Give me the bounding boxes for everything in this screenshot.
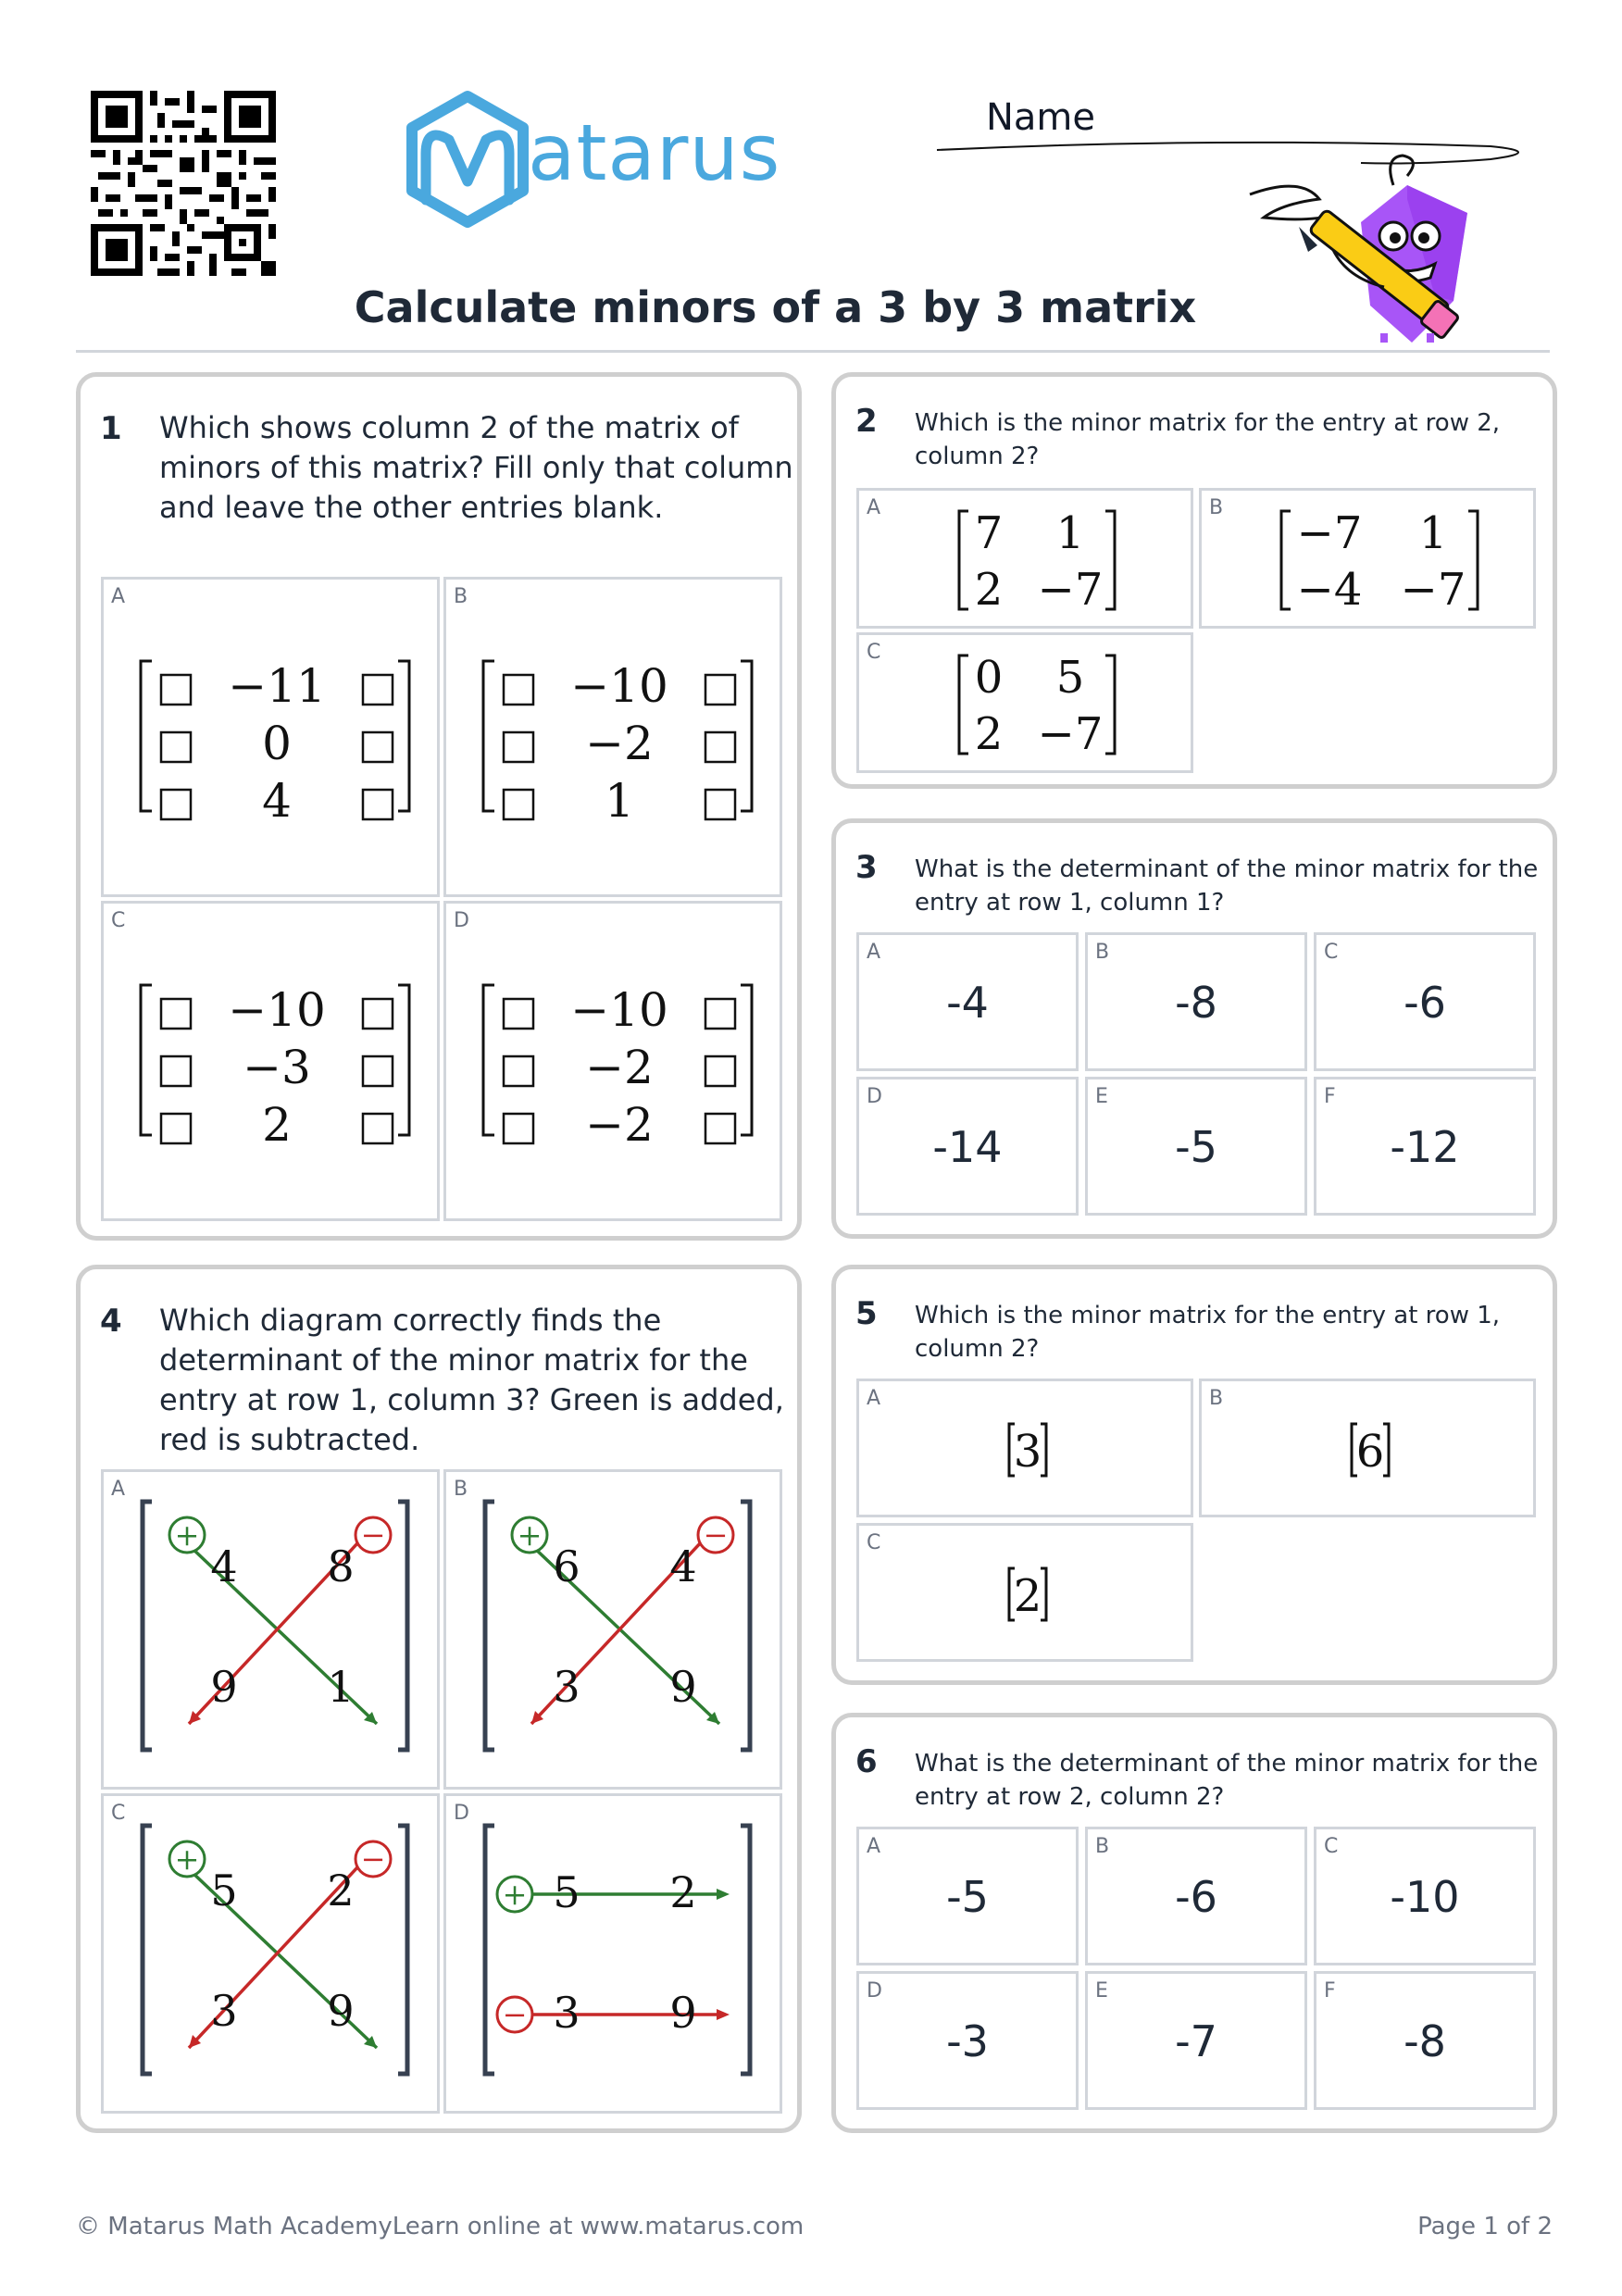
- answer-option-a[interactable]: [856, 1379, 1193, 1517]
- option-letter: A: [867, 941, 881, 964]
- matarus-logo: [398, 89, 787, 228]
- question-4-card: [76, 1265, 802, 2133]
- option-letter: C: [1324, 1835, 1339, 1858]
- question-number: 5: [855, 1295, 878, 1332]
- qr-code: [91, 91, 276, 276]
- option-letter: B: [1209, 1387, 1224, 1410]
- matrix-entry: −2: [585, 717, 654, 770]
- matrix-entry: 3: [210, 1986, 238, 2036]
- option-letter: E: [1095, 1085, 1108, 1108]
- plus-icon: +: [517, 1517, 543, 1553]
- answer-option-a[interactable]: [101, 577, 440, 897]
- answer-option-b[interactable]: [1199, 1379, 1536, 1517]
- minor-matrix: [859, 1381, 1196, 1520]
- minus-icon: −: [360, 1517, 386, 1553]
- answer-option-d[interactable]: [856, 1077, 1079, 1216]
- answer-option-b[interactable]: [443, 1469, 782, 1790]
- matrix-entry: −3: [243, 1041, 311, 1094]
- answer-option-c[interactable]: [1314, 932, 1536, 1071]
- matrix-entry: 9: [669, 1988, 697, 2038]
- option-letter: B: [1209, 496, 1224, 519]
- answer-option-a[interactable]: [856, 932, 1079, 1071]
- matrix-entry: −4: [1296, 564, 1363, 616]
- minor-matrix: [1202, 1381, 1539, 1520]
- answer-option-b[interactable]: [1085, 1827, 1307, 1965]
- matrix-entry: 9: [669, 1662, 697, 1712]
- option-letter: A: [867, 496, 881, 519]
- matrix-entry: 1: [605, 774, 634, 828]
- answer-option-d[interactable]: [856, 1971, 1079, 2110]
- answer-option-f[interactable]: [1314, 1971, 1536, 2110]
- minus-icon: −: [703, 1517, 729, 1553]
- answer-option-b[interactable]: [1199, 488, 1536, 629]
- option-value: -5: [1175, 1122, 1217, 1172]
- matrix-entry: 2: [327, 1866, 355, 1915]
- option-letter: B: [1095, 941, 1110, 964]
- option-letter: B: [454, 585, 468, 608]
- matrix-entry: −2: [585, 1041, 654, 1094]
- question-text: Which is the minor matrix for the entry at row 1, column 2?: [915, 1302, 1501, 1363]
- option-letter: A: [867, 1387, 881, 1410]
- minus-icon: −: [502, 1997, 528, 2032]
- matrix-entry: 2: [974, 708, 1004, 760]
- matrix-entry: −10: [228, 983, 326, 1037]
- option-letter: A: [111, 585, 126, 608]
- answer-option-c[interactable]: [101, 1793, 440, 2114]
- matrix-entry: 6: [1355, 1426, 1385, 1478]
- option-value: -8: [1404, 2016, 1446, 2066]
- matrix-entry: 1: [1418, 507, 1448, 559]
- option-letter: A: [111, 1478, 126, 1501]
- answer-option-e[interactable]: [1085, 1077, 1307, 1216]
- matrix-entry: 4: [669, 1541, 697, 1591]
- question-number: 2: [855, 403, 878, 440]
- minor-matrix: [859, 635, 1196, 776]
- option-letter: D: [867, 1085, 882, 1108]
- minor-matrix: [1202, 491, 1539, 631]
- matrix-entry: 4: [262, 774, 292, 828]
- matrix-entry: 0: [974, 652, 1004, 704]
- matrix-entry: 2: [262, 1098, 292, 1152]
- question-text: Which shows column 2 of the matrix of minors of this matrix? Fill only that column and leave the other entries blank.: [159, 410, 793, 525]
- matrix-entry: 5: [553, 1867, 580, 1917]
- question-number: 6: [855, 1743, 878, 1780]
- matrix-entry: −10: [570, 983, 668, 1037]
- option-value: -5: [946, 1872, 989, 1922]
- matrix-of-minors: [104, 580, 443, 900]
- logo-text: atarus: [528, 107, 781, 198]
- answer-option-a[interactable]: [856, 1827, 1079, 1965]
- matrix-entry: −11: [228, 659, 326, 713]
- option-value: -10: [1390, 1872, 1460, 1922]
- question-3-card: [831, 818, 1557, 1239]
- matrix-of-minors: [104, 904, 443, 1224]
- option-value: -7: [1175, 2016, 1217, 2066]
- option-value: -3: [946, 2016, 989, 2066]
- plus-icon: +: [174, 1517, 200, 1553]
- matrix-entry: 8: [327, 1541, 355, 1591]
- option-letter: A: [867, 1835, 881, 1858]
- option-letter: C: [111, 1802, 126, 1825]
- answer-option-a[interactable]: [856, 488, 1193, 629]
- plus-icon: +: [174, 1841, 200, 1877]
- matrix-entry: 1: [1055, 507, 1085, 559]
- page-title: Calculate minors of a 3 by 3 matrix: [354, 282, 1197, 332]
- matrix-entry: −2: [585, 1098, 654, 1152]
- question-text: Which is the minor matrix for the entry at row 2, column 2?: [915, 409, 1501, 470]
- matrix-entry: 2: [1013, 1570, 1042, 1622]
- question-1-card: [76, 372, 802, 1241]
- option-letter: F: [1324, 1085, 1336, 1108]
- footer-page-number: Page 1 of 2: [1417, 2213, 1553, 2240]
- determinant-diagram: [446, 1796, 785, 2116]
- matrix-entry: 7: [974, 507, 1004, 559]
- question-6-card: [831, 1713, 1557, 2133]
- question-2-card: [831, 372, 1557, 789]
- matrix-entry: 3: [553, 1662, 580, 1712]
- name-label: Name: [986, 96, 1096, 139]
- footer-learn-link[interactable]: Learn online at www.matarus.com: [392, 2213, 805, 2240]
- matrix-entry: 4: [210, 1541, 238, 1591]
- question-text: What is the determinant of the minor matrix for the entry at row 2, column 2?: [915, 1750, 1539, 1811]
- answer-option-e[interactable]: [1085, 1971, 1307, 2110]
- matrix-entry: 6: [553, 1541, 580, 1591]
- option-letter: D: [454, 909, 469, 932]
- matrix-entry: 0: [262, 717, 292, 770]
- matrix-entry: −7: [1296, 507, 1363, 559]
- answer-option-f[interactable]: [1314, 1077, 1536, 1216]
- determinant-diagram: [104, 1796, 443, 2116]
- answer-option-c[interactable]: [856, 632, 1193, 773]
- answer-option-c[interactable]: [1314, 1827, 1536, 1965]
- question-number: 3: [855, 849, 878, 886]
- question-text: What is the determinant of the minor matrix for the entry at row 1, column 1?: [915, 855, 1539, 917]
- option-value: -14: [932, 1122, 1003, 1172]
- option-letter: C: [867, 1531, 881, 1554]
- matrix-entry: 3: [553, 1988, 580, 2038]
- answer-option-b[interactable]: [443, 577, 782, 897]
- option-letter: E: [1095, 1979, 1108, 2003]
- matrix-entry: −10: [570, 659, 668, 713]
- matrix-entry: 9: [327, 1986, 355, 2036]
- matrix-entry: 2: [974, 564, 1004, 616]
- matrix-entry: 3: [1013, 1426, 1042, 1478]
- answer-option-c[interactable]: [101, 901, 440, 1221]
- answer-option-d[interactable]: [443, 1793, 782, 2114]
- option-letter: D: [454, 1802, 469, 1825]
- matrix-entry: 5: [210, 1866, 238, 1915]
- question-text: Which diagram correctly finds the determinant of the minor matrix for the entry at row 1, column 3? Green is added, red is subtracted.: [159, 1303, 784, 1457]
- option-letter: B: [1095, 1835, 1110, 1858]
- option-letter: F: [1324, 1979, 1336, 2003]
- determinant-diagram: [104, 1472, 443, 1792]
- option-value: -12: [1390, 1122, 1460, 1172]
- answer-option-c[interactable]: [856, 1523, 1193, 1662]
- minor-matrix: [859, 1526, 1196, 1665]
- option-value: -6: [1404, 978, 1446, 1028]
- footer-copyright: © Matarus Math Academy: [76, 2213, 393, 2240]
- minus-icon: −: [360, 1841, 386, 1877]
- question-number: 4: [100, 1303, 122, 1340]
- option-letter: C: [111, 909, 126, 932]
- option-letter: C: [1324, 941, 1339, 964]
- matrix-entry: −7: [1037, 564, 1104, 616]
- matrix-of-minors: [446, 580, 785, 900]
- matrix-entry: 5: [1055, 652, 1085, 704]
- option-value: -8: [1175, 978, 1217, 1028]
- matrix-entry: 9: [210, 1662, 238, 1712]
- option-letter: D: [867, 1979, 882, 2003]
- answer-option-d[interactable]: [443, 901, 782, 1221]
- matrix-entry: 1: [327, 1662, 355, 1712]
- plus-icon: +: [502, 1877, 528, 1912]
- matrix-of-minors: [446, 904, 785, 1224]
- header-divider: [76, 350, 1550, 353]
- question-number: 1: [100, 410, 122, 447]
- answer-option-a[interactable]: [101, 1469, 440, 1790]
- determinant-diagram: [446, 1472, 785, 1792]
- matrix-entry: −7: [1400, 564, 1466, 616]
- question-5-card: [831, 1265, 1557, 1685]
- option-value: -4: [946, 978, 989, 1028]
- option-value: -6: [1175, 1872, 1217, 1922]
- minor-matrix: [859, 491, 1196, 631]
- matrix-entry: 2: [669, 1867, 697, 1917]
- option-letter: C: [867, 641, 881, 664]
- option-letter: B: [454, 1478, 468, 1501]
- matrix-entry: −7: [1037, 708, 1104, 760]
- answer-option-b[interactable]: [1085, 932, 1307, 1071]
